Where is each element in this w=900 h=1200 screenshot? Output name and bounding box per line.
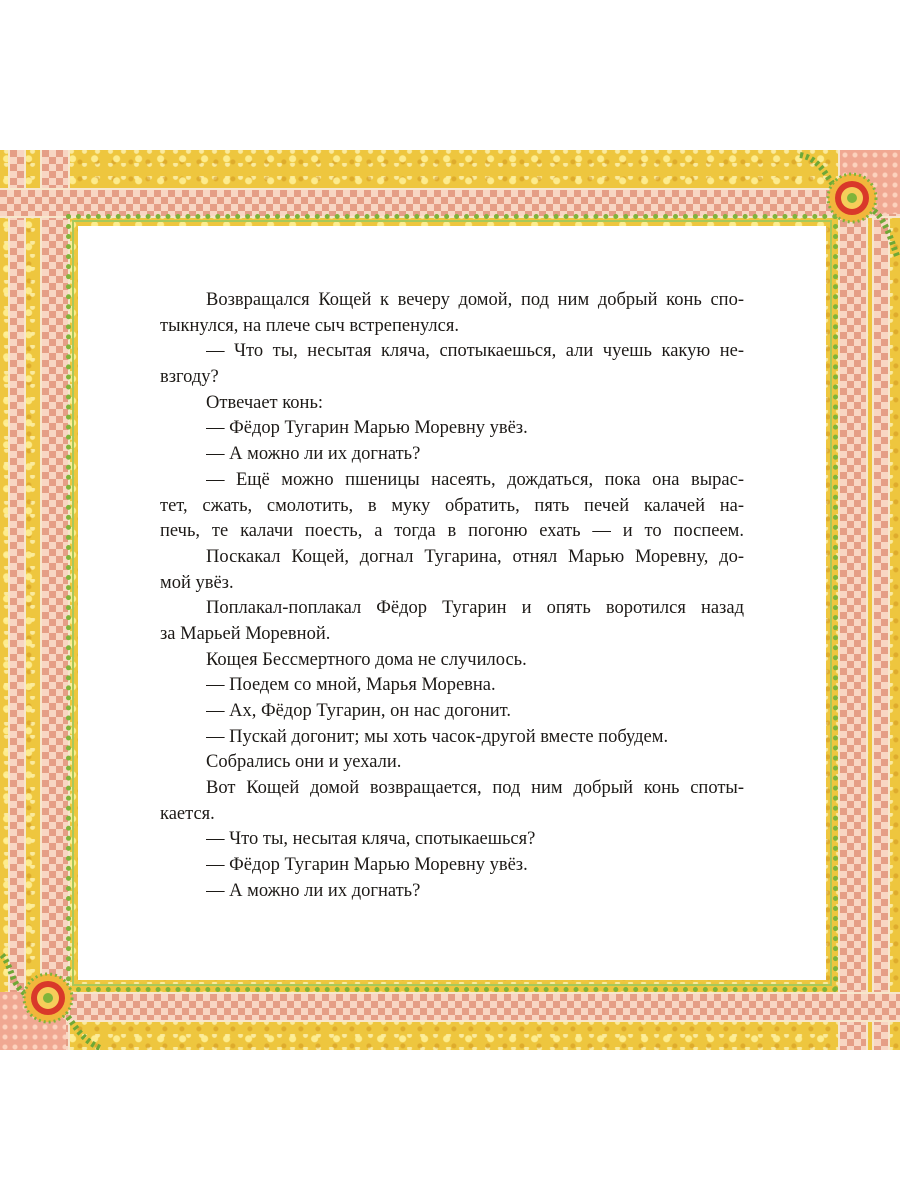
story-line: Собрались они и уехали. [206,752,402,773]
story-line: — Что ты, несытая кляча, спотыкаешься, али чуешь какую не- [206,341,744,362]
story-line: Кощея Бессмертного дома не случилось. [206,649,527,670]
story-line: Поскакал Кощей, догнал Тугарина, отнял Марью Моревну, до- [206,546,744,567]
story-line: взгоду? [160,367,219,388]
frame-band-left-outer [8,150,26,1050]
story-line: кается. [160,803,215,824]
story-line: — Ах, Фёдор Тугарин, он нас догонит. [206,701,511,721]
story-line: — Поедем со мной, Марья Моревна. [206,675,496,696]
frame-band-bottom [0,992,900,1022]
story-line: тет, сжать, смолотить, в муку обратить, пять печей калачей на- [160,495,744,516]
story-line: за Марьей Моревной. [160,623,331,644]
text-panel [78,226,826,980]
story-line: — А можно ли их догнать? [206,444,421,465]
book-page-frame [0,150,900,1050]
story-line: — Фёдор Тугарин Марью Моревну увёз. [206,418,528,439]
story-line: — Фёдор Тугарин Марью Моревну увёз. [206,855,528,876]
story-line: Возвращался Кощей к вечеру домой, под ним добрый конь спо- [206,290,744,310]
frame-band-right-outer [872,150,890,1050]
story-line: — Пускай догонит; мы хоть часок-другой вместе побудем. [206,726,669,747]
story-text [160,288,744,905]
story-line: — Что ты, несытая кляча, спотыкаешься? [206,829,536,850]
frame-band-right [838,150,868,1050]
story-line: — А можно ли их догнать? [206,880,421,901]
story-line: Вот Кощей домой возвращается, под ним добрый конь споты- [206,778,744,799]
story-line: печь, те калачи поесть, а тогда в погоню ехать — и то поспеем. [160,521,744,542]
story-line: Поплакал-поплакал Фёдор Тугарин и опять воротился назад [206,598,744,619]
story-line: Отвечает конь: [206,392,324,413]
story-line: мой увёз. [160,572,234,593]
story-line: тыкнулся, на плече сыч встрепенулся. [160,315,460,336]
story-line: — Ещё можно пшеницы насеять, дождаться, пока она вырас- [206,469,744,490]
